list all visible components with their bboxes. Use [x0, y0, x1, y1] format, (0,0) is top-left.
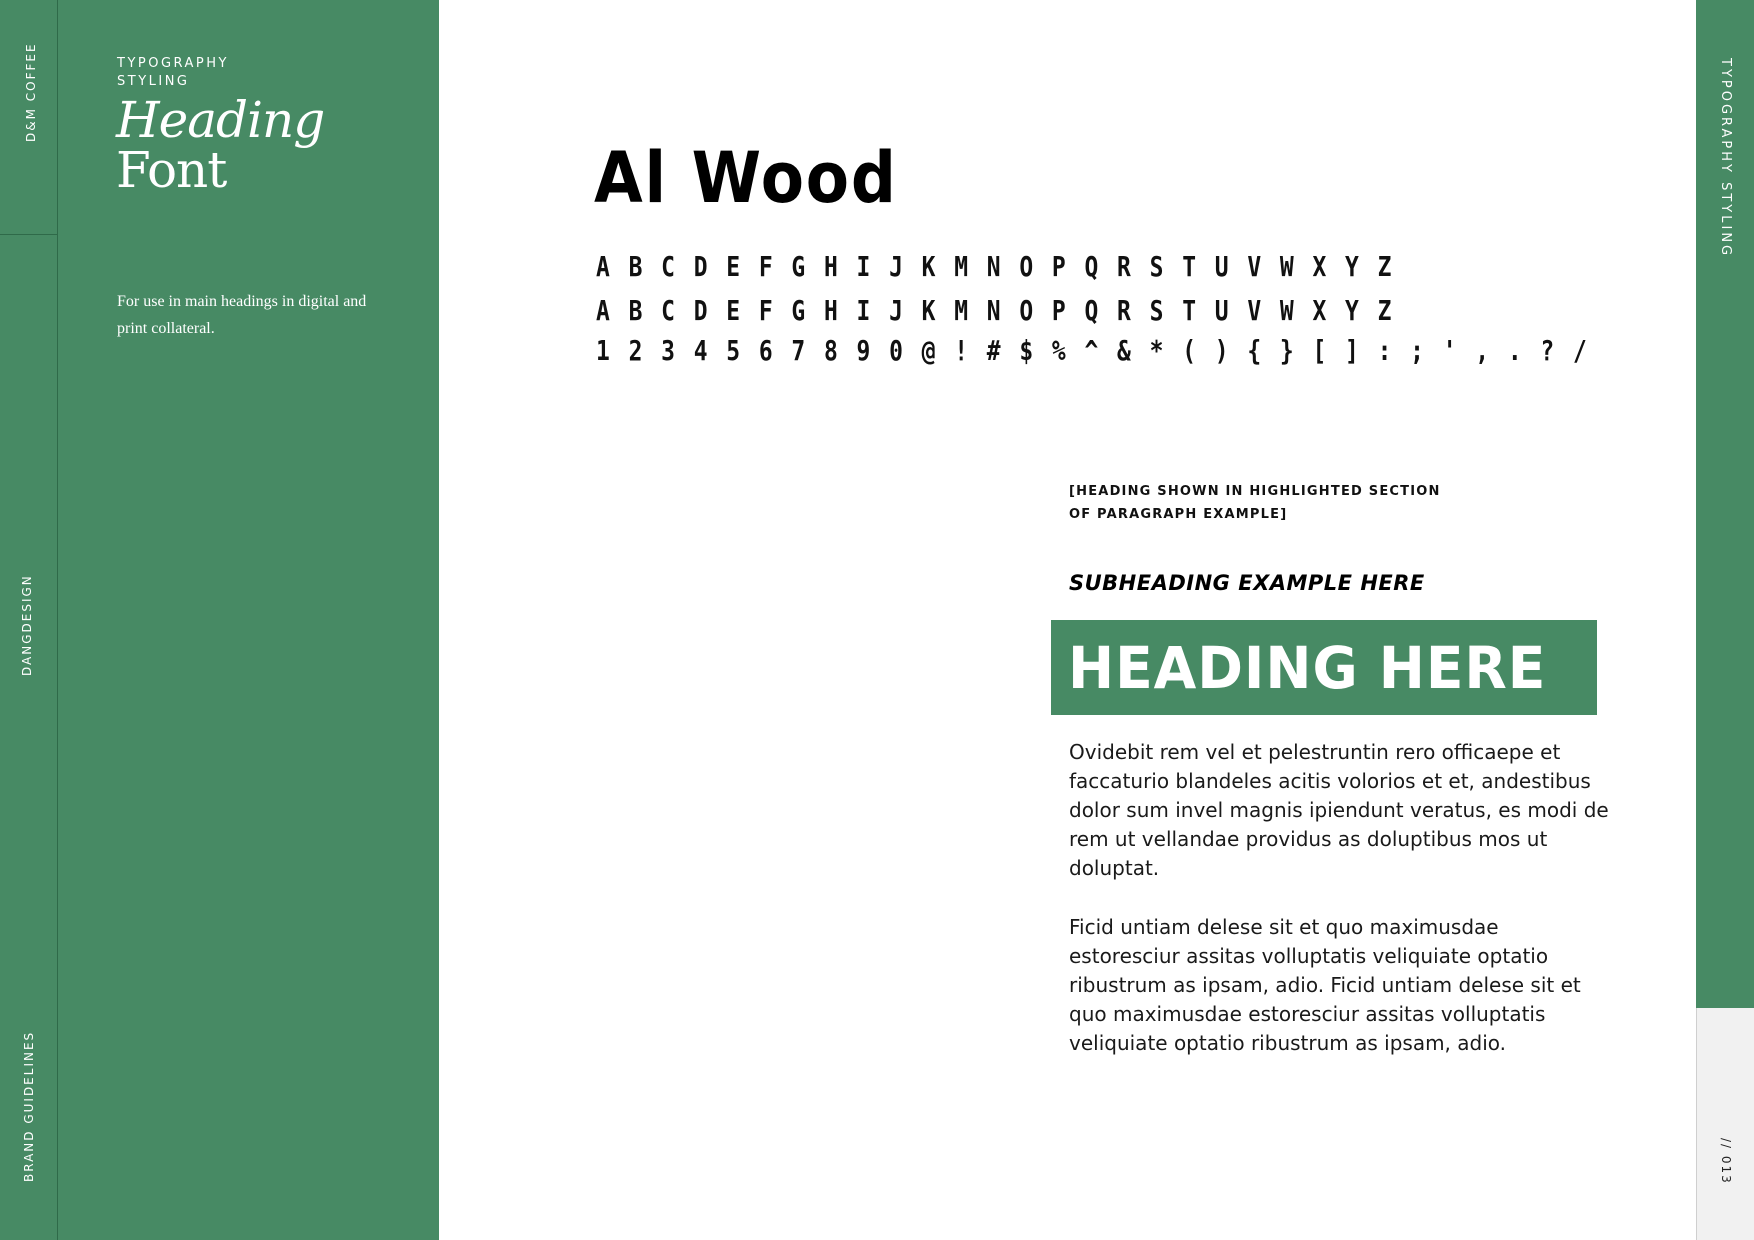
example-caption	[1069, 480, 1489, 526]
caption-line-1: [HEADING SHOWN IN HIGHLIGHTED SECTION	[1069, 484, 1441, 499]
page-number: // 013	[1719, 1138, 1733, 1185]
glyph-row-uppercase: A B C D E F G H I J K M N O P Q R S T U V W X Y Z	[596, 250, 1394, 283]
section-label: TYPOGRAPHY STYLING	[1718, 58, 1733, 259]
panel-description: For use in main headings in digital and print collateral.	[117, 293, 367, 337]
panel-title-italic: Heading	[116, 91, 325, 149]
glyph-row-lowercase: A B C D E F G H I J K M N O P Q R S T U V W X Y Z	[596, 294, 1394, 327]
caption-line-2: OF PARAGRAPH EXAMPLE]	[1069, 507, 1288, 522]
panel-title-regular: Font	[116, 141, 227, 199]
heading-highlight-box	[1051, 620, 1597, 715]
kicker-line-1: TYPOGRAPHY	[117, 56, 229, 71]
font-name: Al Wood	[594, 137, 898, 219]
subheading-example: SUBHEADING EXAMPLE HERE	[1069, 571, 1425, 595]
section-kicker	[117, 55, 317, 91]
rail-divider	[0, 234, 58, 235]
paragraph-example-1: Ovidebit rem vel et pelestruntin rero officaepe et faccaturio blandeles acitis volorios et et, andestibus dolor sum invel magnis ipiendunt veratus, es modi de rem ut vellandae providus as doluptibus mos ut doluptat.	[1069, 740, 1609, 880]
heading-example: HEADING HERE	[1068, 634, 1547, 702]
right-rail-footer	[1696, 1008, 1754, 1240]
kicker-line-2: STYLING	[117, 74, 190, 89]
right-rail	[1696, 0, 1754, 1008]
left-rail	[0, 0, 58, 1240]
glyph-row-symbols: 1 2 3 4 5 6 7 8 9 0 @ ! # $ % ^ & * ( ) { } [ ] : ; ' , . ? /	[596, 334, 1590, 367]
brand-name-label: D&M COFFEE	[24, 42, 38, 142]
designer-label: DANGDESIGN	[20, 574, 34, 676]
document-label: BRAND GUIDELINES	[22, 1030, 36, 1182]
paragraph-example-2: Ficid untiam delese sit et quo maximusdae estoresciur assitas volluptatis veliquiate optatio ribustrum as ipsam, adio. Ficid untiam delese sit et quo maximusdae estoresciur assitas volluptatis veliquiate optatio ribustrum as ipsam, adio.	[1069, 915, 1581, 1055]
